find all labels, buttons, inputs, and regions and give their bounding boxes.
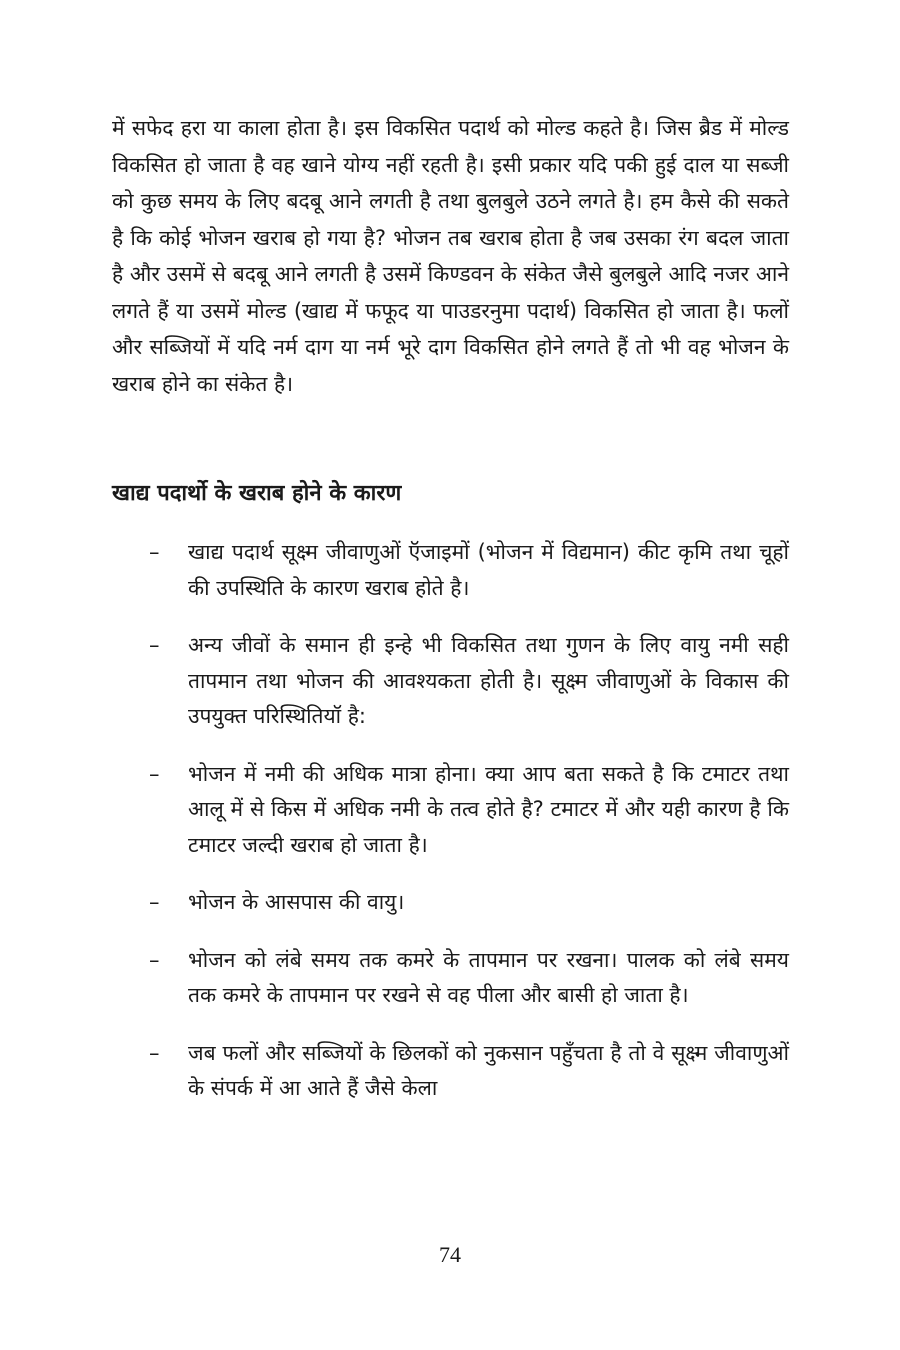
list-item-text: जब फलों और सब्जियों के छिलकों को नुकसान पहुँचता है तो वे सूक्ष्म जीवाणुओं के संपर्क में आ आते हैं जैसे केला bbox=[188, 1040, 789, 1100]
dash-bullet-icon: – bbox=[149, 890, 160, 914]
list-item bbox=[112, 1036, 789, 1107]
causes-list bbox=[112, 535, 789, 1129]
dash-bullet-icon: – bbox=[149, 1040, 160, 1065]
dash-bullet-icon: – bbox=[149, 633, 160, 657]
section-heading: खाद्य पदार्थो के खराब होने के कारण bbox=[112, 481, 402, 506]
list-item-text: भोजन को लंबे समय तक कमरे के तापमान पर रखना। पालक को लंबे समय तक कमरे के तापमान पर रखने से वह पीला और बासी हो जाता है। bbox=[188, 947, 789, 1007]
dash-bullet-icon: – bbox=[149, 761, 160, 786]
dash-bullet-icon: – bbox=[149, 947, 160, 972]
list-item bbox=[112, 535, 789, 606]
list-item-text: भोजन में नमी की अधिक मात्रा होना। क्या आप बता सकते है कि टमाटर तथा आलू में से किस में अधिक नमी के तत्व होते है? टमाटर में और यही कारण है कि टमाटर जल्दी खराब हो जाता है। bbox=[188, 761, 789, 857]
list-item-text: अन्य जीवों के समान ही इन्हे भी विकसित तथा गुणन के लिए वायु नमी सही तापमान तथा भोजन की आवश्यकता होती है। सूक्ष्म जीवाणुओं के विकास की उपयुक्त परिस्थितियॉ है: bbox=[188, 633, 789, 728]
list-item bbox=[112, 628, 789, 735]
page-number: 74 bbox=[439, 1242, 461, 1267]
list-item-text: भोजन के आसपास की वायु। bbox=[188, 890, 405, 914]
list-item bbox=[112, 885, 789, 921]
list-item bbox=[112, 943, 789, 1014]
intro-paragraph: में सफेद हरा या काला होता है। इस विकसित पदार्थ को मोल्ड कहते है। जिस ब्रैड में मोल्ड विकसित हो जाता है वह खाने योग्य नहीं रहती है। इसी प्रकार यदि पकी हुई दाल या सब्जी को कुछ समय के लिए बदबू आने लगती है तथा बुलबुले उठने लगते है। हम कैसे की सकते है कि कोई भोजन खराब हो गया है? भोजन तब खराब होता है जब उसका रंग बदल जाता है और उसमें से बदबू आने लगती है उसमें किण्डवन के संकेत जैसे बुलबुले आदि नजर आने लगते हैं या उसमें मोल्ड (खाद्य में फफूद या पाउडरनुमा पदार्थ) विकसित हो जाता है। फलों और सब्जियों में यदि नर्म दाग या नर्म भूरे दाग विकसित होने लगते हैं तो भी वह भोजन के खराब होने का संकेत है। bbox=[112, 116, 789, 396]
list-item-text: खाद्य पदार्थ सूक्ष्म जीवाणुओं ऍजाइमों (भोजन में विद्यमान) कीट कृमि तथा चूहों की उपस्थिति के कारण खराब होते है। bbox=[188, 540, 789, 600]
list-item bbox=[112, 757, 789, 864]
dash-bullet-icon: – bbox=[149, 540, 160, 564]
